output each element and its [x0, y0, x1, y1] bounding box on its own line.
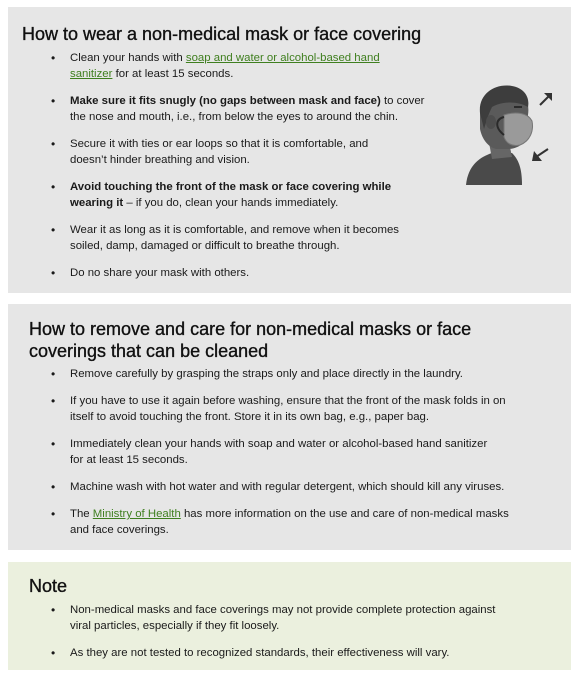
- remove-list: [48, 366, 558, 538]
- note-panel: [8, 562, 571, 670]
- sanitizer-link[interactable]: sanitizer: [70, 68, 113, 80]
- list-item: • Immediately clean your hands with soap and water or alcohol-based hand sanitizer for at least 15 seconds.: [48, 436, 558, 468]
- list-item: • The Ministry of Health has more information on the use and care of non-medical masks and face coverings.: [48, 506, 558, 538]
- wear-mask-panel: [8, 7, 571, 293]
- person-wearing-mask-icon: [458, 77, 568, 187]
- soap-sanitizer-link[interactable]: soap and water or alcohol-based hand: [185, 52, 380, 64]
- list-item: • Make sure it fits snugly (no gaps between mask and face) to cover the nose and mouth, i.e., from below the eyes to around the chin.: [48, 93, 448, 125]
- list-item: • Clean your hands with soap and water or alcohol-based hand sanitizer for at least 15 seconds.: [48, 50, 448, 82]
- list-item: • As they are not tested to recognized standards, their effectiveness will vary.: [48, 645, 558, 661]
- remove-section-title: How to remove and care for non-medical masks or face coverings that can be cleaned: [29, 319, 472, 361]
- list-item: • If you have to use it again before washing, ensure that the front of the mask folds in on itself to avoid touching the front. Store it in its own bag, e.g., paper bag.: [48, 393, 558, 425]
- list-item: • Remove carefully by grasping the straps only and place directly in the laundry.: [48, 366, 558, 382]
- list-item: • Do no share your mask with others.: [48, 265, 448, 281]
- wear-list: [48, 50, 448, 281]
- list-item: • Secure it with ties or ear loops so that it is comfortable, and doesn’t hinder breathing and vision.: [48, 136, 448, 168]
- wear-section-title: How to wear a non-medical mask or face covering: [22, 24, 422, 44]
- list-item: • Machine wash with hot water and with regular detergent, which should kill any viruses.: [48, 479, 558, 495]
- remove-care-panel: [8, 304, 571, 550]
- list-item: • Avoid touching the front of the mask or face covering while wearing it – if you do, clean your hands immediately.: [48, 179, 448, 211]
- list-item: • Non-medical masks and face coverings may not provide complete protection against viral particles, especially if they fit loosely.: [48, 602, 558, 634]
- list-item: • Wear it as long as it is comfortable, and remove when it becomes soiled, damp, damaged or difficult to breathe through.: [48, 222, 448, 254]
- ministry-of-health-link[interactable]: Ministry of Health: [92, 508, 181, 520]
- note-list: [48, 602, 558, 661]
- note-title: Note: [29, 576, 68, 596]
